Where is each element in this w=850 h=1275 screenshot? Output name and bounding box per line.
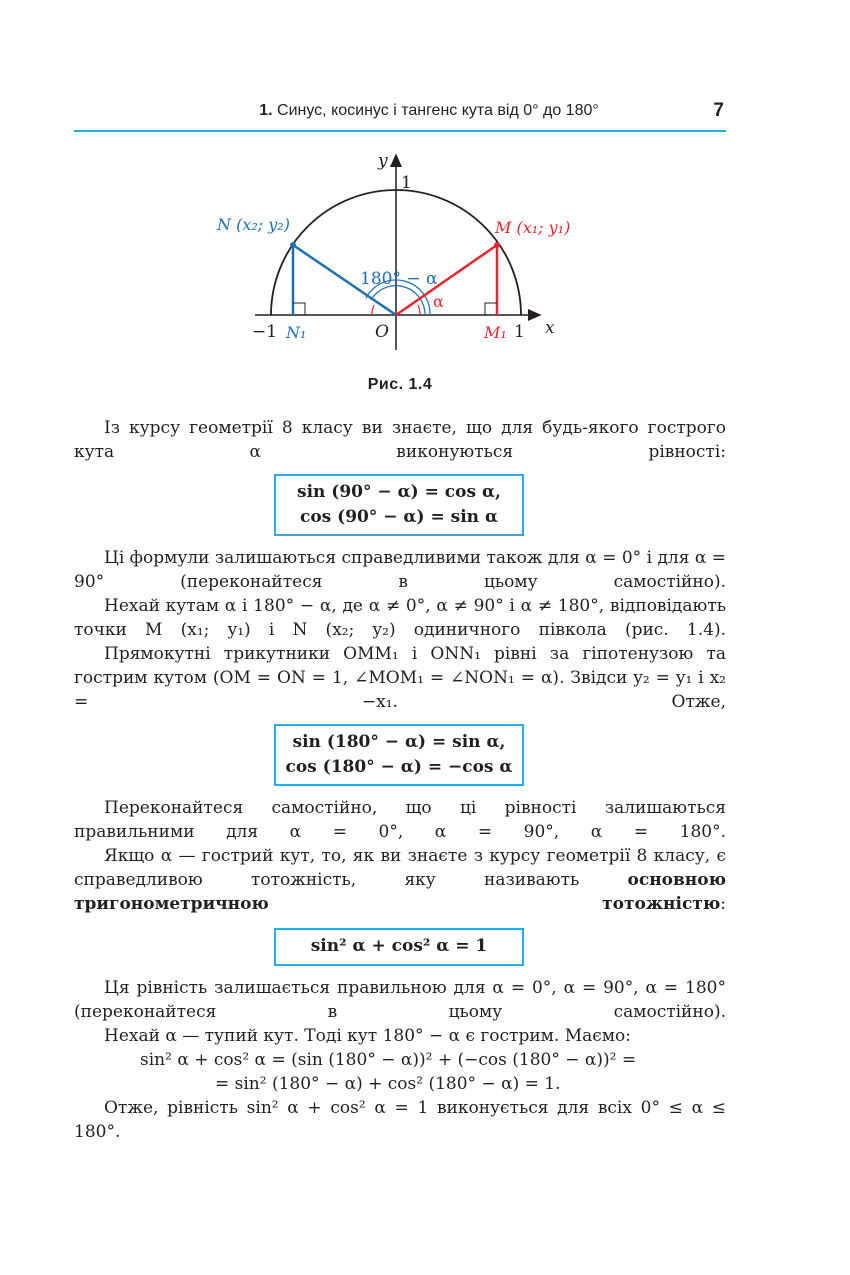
paragraph-verify: Переконайтеся самостійно, що ці рівності залишаються правильними для α = 0°, α = 90°, α = 180°. xyxy=(74,798,726,842)
identity-colon: : xyxy=(720,894,726,914)
formula-box-identity xyxy=(274,928,524,966)
label-origin: O xyxy=(375,322,389,342)
paragraph-formulas-valid: Ці формули залишаються справедливими також для α = 0° і для α = 90° (переконайтеся в цьому самостійно). xyxy=(74,548,726,592)
right-angle-m1 xyxy=(485,303,497,315)
equation-line-2: = sin² (180° − α) + cos² (180° − α) = 1. xyxy=(215,1074,561,1094)
paragraph-identity-intro xyxy=(74,844,726,916)
label-point-n: N (x₂; y₂) xyxy=(217,215,290,234)
label-n1: N₁ xyxy=(286,323,307,342)
label-one-right: 1 xyxy=(514,322,525,342)
label-one-top: 1 xyxy=(401,173,412,193)
point-m-dot xyxy=(494,242,500,248)
label-angle-obtuse: 180° − α xyxy=(360,269,438,289)
formula-pythagorean: sin² α + cos² α = 1 xyxy=(310,936,488,956)
paragraph-identity-valid: Ця рівність залишається правильною для α = 0°, α = 90°, α = 180° (переконайтеся в цьому самостійно). xyxy=(74,978,726,1022)
label-y-axis: y xyxy=(378,151,388,171)
paragraph-triangles: Прямокутні трикутники OMM₁ і ONN₁ рівні за гіпотенузою та гострим кутом (OM = ON = 1, ∠MOM₁ = ∠NON₁ = α). Звідси y₂ = y₁ і x₂ = −x₁. Отже, xyxy=(74,644,726,712)
identity-intro-text: Якщо α — гострий кут, то, як ви знаєте з курсу геометрії 8 класу, є справедливою тотожність, яку називають xyxy=(74,846,726,890)
section-title-text: Синус, косинус і тангенс кута від 0° до 180° xyxy=(277,102,599,119)
angle-arc-alpha xyxy=(418,305,420,315)
angle-arc-left-red xyxy=(372,305,374,315)
section-number: 1. xyxy=(259,102,273,119)
figure-caption: Рис. 1.4 xyxy=(367,376,433,393)
equation-line-1: sin² α + cos² α = (sin (180° − α))² + (−cos (180° − α))² = xyxy=(140,1050,637,1070)
point-n-dot xyxy=(290,242,296,248)
section-title xyxy=(224,102,634,120)
label-x-axis: x xyxy=(545,318,555,338)
paragraph-obtuse: Нехай α — тупий кут. Тоді кут 180° − α є гострим. Маємо: xyxy=(104,1026,631,1046)
label-angle-alpha: α xyxy=(433,292,444,311)
formula-cos-90: cos (90° − α) = sin α xyxy=(299,507,499,527)
right-angle-n1 xyxy=(293,303,305,315)
formula-box-supplementary xyxy=(274,724,524,786)
formula-cos-180: cos (180° − α) = −cos α xyxy=(285,757,513,777)
page-number: 7 xyxy=(713,100,724,121)
label-m1: M₁ xyxy=(484,323,507,342)
unit-semicircle-figure xyxy=(200,140,600,355)
paragraph-conclusion: Отже, рівність sin² α + cos² α = 1 виконується для всіх 0° ≤ α ≤ 180°. xyxy=(74,1098,726,1142)
paragraph-points-m-n: Нехай кутам α і 180° − α, де α ≠ 0°, α ≠ 90° і α ≠ 180°, відповідають точки M (x₁; y₁) і N (x₂; y₂) одиничного півкола (рис. 1.4). xyxy=(74,596,726,640)
label-minus-one: −1 xyxy=(252,322,278,342)
page-header xyxy=(74,96,726,132)
formula-box-complementary xyxy=(274,474,524,536)
label-point-m: M (x₁; y₁) xyxy=(495,218,571,237)
formula-sin-180: sin (180° − α) = sin α, xyxy=(292,732,506,752)
identity-term: основною тригонометричною тотожністю xyxy=(74,870,726,914)
paragraph-intro: Із курсу геометрії 8 класу ви знаєте, що для будь-якого гострого кута α виконуються рівності: xyxy=(74,418,726,462)
formula-sin-90: sin (90° − α) = cos α, xyxy=(297,482,501,502)
